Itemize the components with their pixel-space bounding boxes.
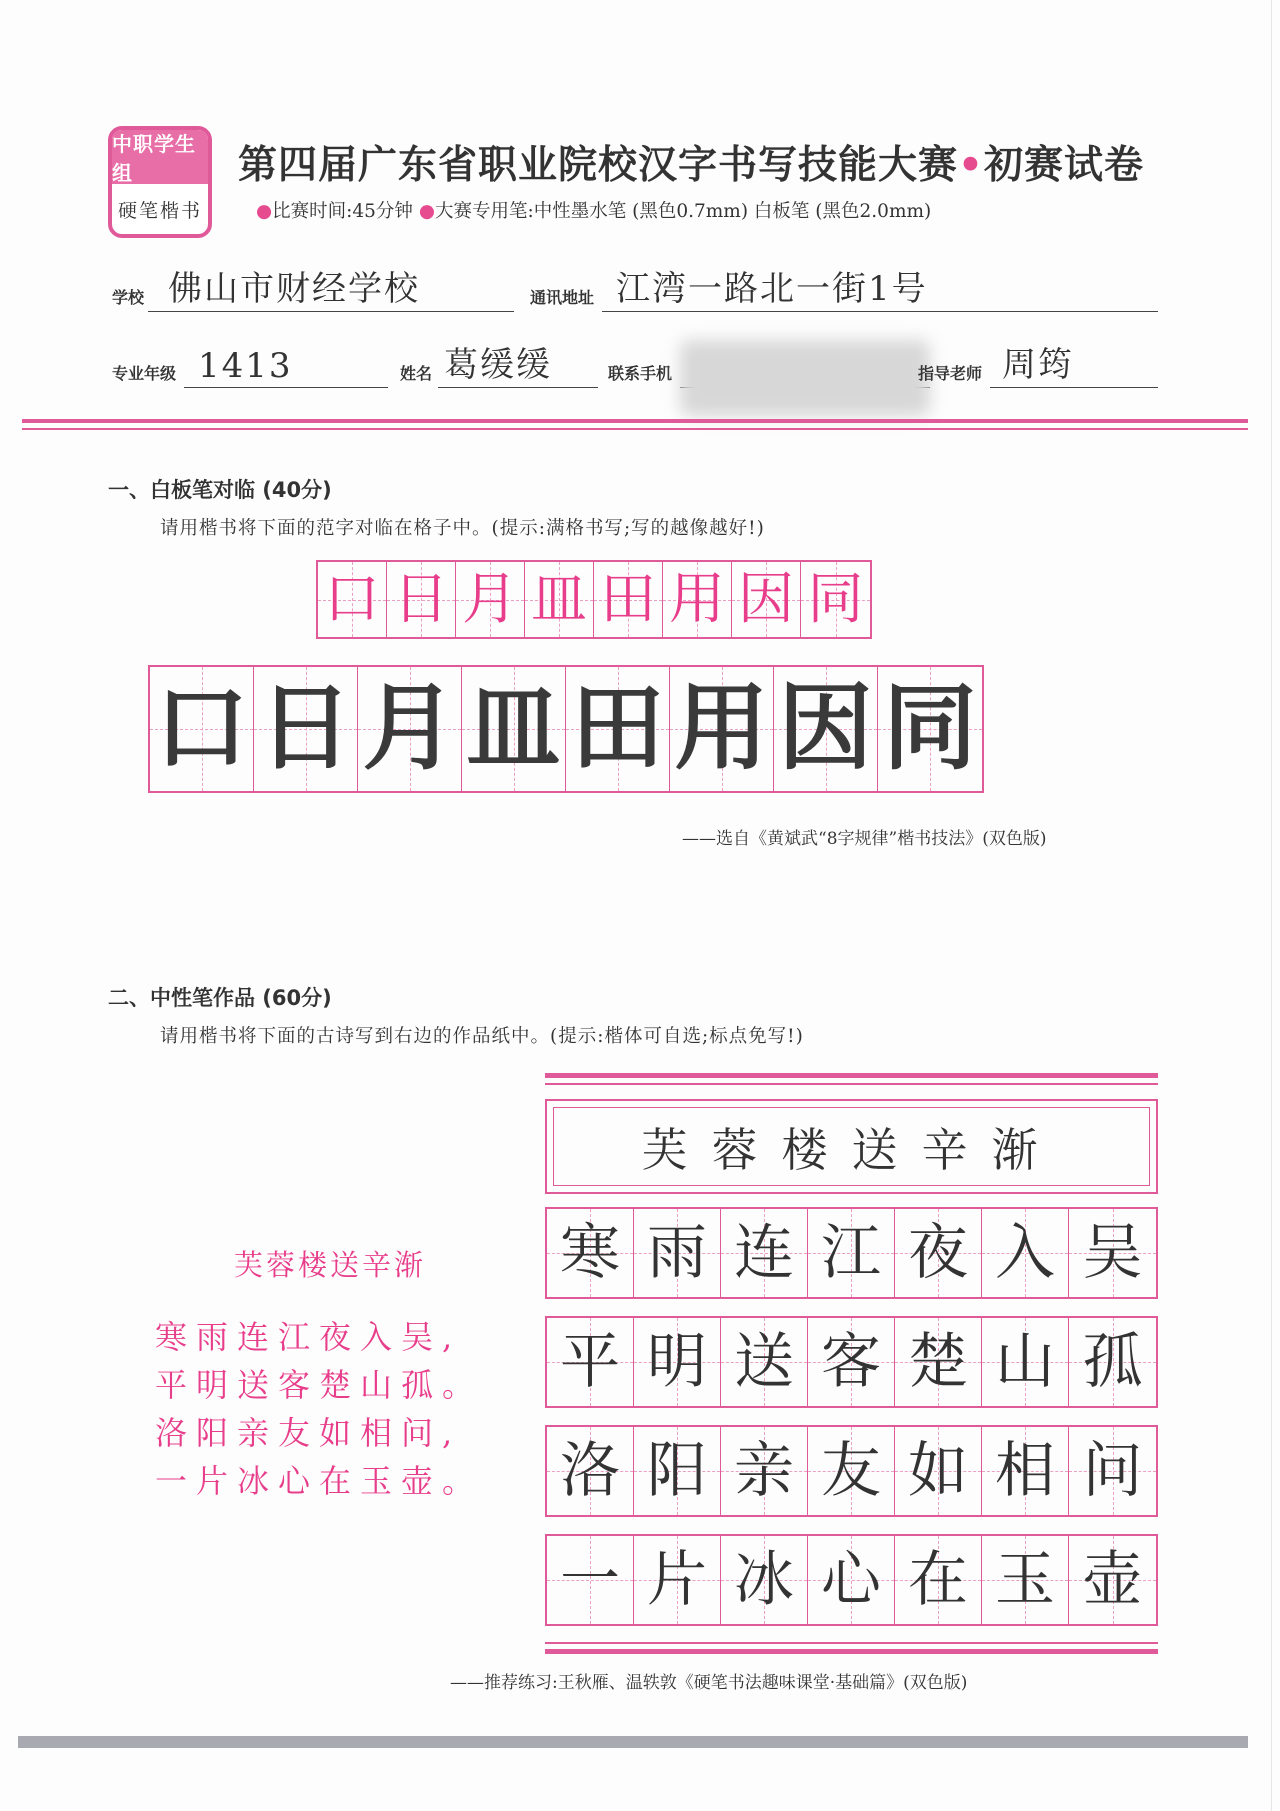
- poem-cell[interactable]: 片: [634, 1536, 721, 1624]
- major-field[interactable]: 专业年级 1413: [112, 348, 388, 388]
- poem-cell[interactable]: 雨: [634, 1209, 721, 1297]
- poem-cell[interactable]: 吴: [1069, 1209, 1156, 1297]
- badge-group: 中职学生组: [112, 130, 208, 184]
- poem-cell[interactable]: 寒: [547, 1209, 634, 1297]
- section1-title: 一、白板笔对临 (40分): [108, 478, 332, 502]
- group-badge: [108, 126, 212, 238]
- redacted-phone: [680, 340, 930, 416]
- model-char: 用: [663, 562, 732, 637]
- section1-instruction: 请用楷书将下面的范字对临在格子中。(提示:满格书写;写的越像越好!): [160, 518, 765, 539]
- practice-cell[interactable]: 口: [150, 667, 254, 791]
- poem-line: 寒雨连江夜入吴,: [155, 1318, 462, 1356]
- poem-cell[interactable]: 入: [982, 1209, 1069, 1297]
- poem-cell[interactable]: 心: [808, 1536, 895, 1624]
- section2-title: 二、中性笔作品 (60分): [108, 986, 332, 1010]
- address-value: 江湾一路北一街1号: [616, 269, 928, 309]
- teacher-value: 周筠: [1002, 345, 1074, 385]
- poem-cell[interactable]: 夜: [895, 1209, 982, 1297]
- poem-cell[interactable]: 平: [547, 1318, 634, 1406]
- major-value: 1413: [198, 346, 293, 386]
- header-divider: [22, 419, 1248, 423]
- practice-cell[interactable]: 田: [566, 667, 670, 791]
- poem-cell[interactable]: 江: [808, 1209, 895, 1297]
- section2-instruction: 请用楷书将下面的古诗写到右边的作品纸中。(提示:楷体可自选;标点免写!): [160, 1026, 804, 1047]
- paper-top-rule: [545, 1073, 1158, 1078]
- poem-row: [545, 1207, 1158, 1299]
- poem-line: 一片冰心在玉壶。: [155, 1462, 484, 1500]
- poem-line: 平明送客楚山孤。: [155, 1366, 484, 1404]
- poem-cell[interactable]: 连: [721, 1209, 808, 1297]
- practice-char-row: [148, 665, 984, 793]
- poem-cell[interactable]: 在: [895, 1536, 982, 1624]
- poem-cell[interactable]: 如: [895, 1427, 982, 1515]
- poem-cell[interactable]: 洛: [547, 1427, 634, 1515]
- practice-cell[interactable]: 月: [358, 667, 462, 791]
- poem-cell[interactable]: 问: [1069, 1427, 1156, 1515]
- badge-category: 硬笔楷书: [117, 199, 202, 222]
- poem-cell[interactable]: 山: [982, 1318, 1069, 1406]
- written-poem-title[interactable]: 芙蓉楼送辛渐: [545, 1099, 1158, 1194]
- poem-cell[interactable]: 孤: [1069, 1318, 1156, 1406]
- phone-field[interactable]: 联系手机: [608, 348, 930, 388]
- poem-row: [545, 1316, 1158, 1408]
- poem-cell[interactable]: 壶: [1069, 1536, 1156, 1624]
- practice-cell[interactable]: 同: [878, 667, 982, 791]
- model-char: 皿: [525, 562, 594, 637]
- model-char: 日: [387, 562, 456, 637]
- exam-info: ●比赛时间:45分钟 ●大赛专用笔:中性墨水笔 (黑色0.7mm) 白板笔 (黑色2.0mm): [256, 201, 932, 222]
- poem-cell[interactable]: 送: [721, 1318, 808, 1406]
- model-char: 因: [732, 562, 801, 637]
- poem-cell[interactable]: 友: [808, 1427, 895, 1515]
- poem-row: [545, 1534, 1158, 1626]
- model-char: 同: [801, 562, 870, 637]
- section1-source: ——选自《黄斌武“8字规律”楷书技法》(双色版): [682, 829, 1047, 849]
- poem-line: 洛阳亲友如相问,: [155, 1414, 462, 1452]
- poem-title: 芙蓉楼送辛渐: [233, 1248, 426, 1282]
- practice-cell[interactable]: 皿: [462, 667, 566, 791]
- name-field[interactable]: 姓名 葛缓缓: [400, 348, 598, 388]
- poem-cell[interactable]: 相: [982, 1427, 1069, 1515]
- bottom-bar: [18, 1736, 1248, 1748]
- model-char-row: [316, 560, 872, 639]
- model-char: 口: [318, 562, 387, 637]
- poem-cell[interactable]: 冰: [721, 1536, 808, 1624]
- section2-source: ——推荐练习:王秋雁、温轶敦《硬笔书法趣味课堂·基础篇》(双色版): [450, 1673, 968, 1693]
- poem-cell[interactable]: 阳: [634, 1427, 721, 1515]
- poem-cell[interactable]: 明: [634, 1318, 721, 1406]
- address-field[interactable]: 通讯地址 江湾一路北一街1号: [530, 272, 1158, 312]
- practice-cell[interactable]: 因: [774, 667, 878, 791]
- poem-cell[interactable]: 一: [547, 1536, 634, 1624]
- practice-cell[interactable]: 日: [254, 667, 358, 791]
- poem-cell[interactable]: 亲: [721, 1427, 808, 1515]
- practice-cell[interactable]: 用: [670, 667, 774, 791]
- model-char: 田: [594, 562, 663, 637]
- poem-row: [545, 1425, 1158, 1517]
- poem-cell[interactable]: 玉: [982, 1536, 1069, 1624]
- teacher-field[interactable]: 指导老师 周筠: [918, 348, 1158, 388]
- paper-bottom-rule: [545, 1649, 1158, 1654]
- school-field[interactable]: 学校 佛山市财经学校: [112, 272, 514, 312]
- page-title: 第四届广东省职业院校汉字书写技能大赛•初赛试卷: [238, 143, 1144, 188]
- school-value: 佛山市财经学校: [168, 269, 420, 309]
- poem-cell[interactable]: 楚: [895, 1318, 982, 1406]
- name-value: 葛缓缓: [444, 345, 552, 385]
- model-char: 月: [456, 562, 525, 637]
- poem-cell[interactable]: 客: [808, 1318, 895, 1406]
